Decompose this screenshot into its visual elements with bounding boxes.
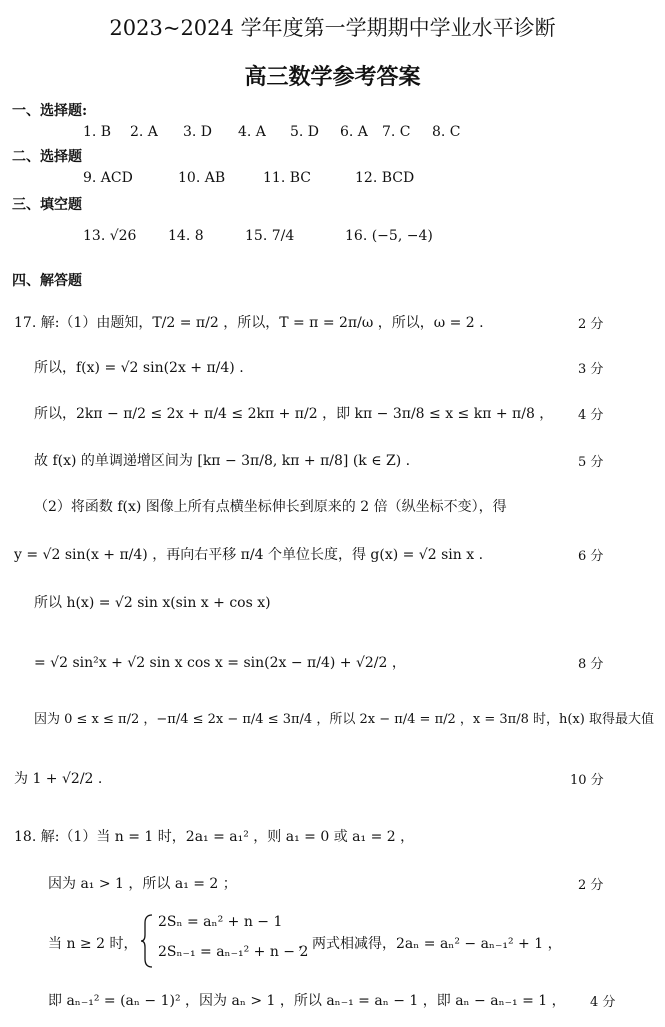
q17-line-5: （2）将函数 f(x) 图像上所有点横坐标伸长到原来的 2 倍（纵坐标不变），得 xyxy=(34,499,507,515)
score-mark: 10 分 xyxy=(570,773,604,788)
answer-item: 9. ACD xyxy=(83,170,133,186)
q18-line-3-suffix: ，两式相减得，2aₙ = aₙ² − aₙ₋₁² + 1 ， xyxy=(298,936,562,952)
q17-line-8: = √2 sin²x + √2 sin x cos x = sin(2x − π/4) + √2/2 ， xyxy=(34,655,406,671)
answer-item: 1. B xyxy=(83,124,112,140)
section-multi-choice-heading: 二、选择题 xyxy=(12,149,82,165)
answer-item: 3. D xyxy=(183,124,213,140)
answer-item: 7. C xyxy=(382,124,411,140)
section-fill-heading: 三、填空题 xyxy=(12,197,82,213)
section-solution-heading: 四、解答题 xyxy=(12,273,82,289)
q17-line-1: 17. 解:（1）由题知，T/2 = π/2 ，所以，T = π = 2π/ω ，所以，ω = 2 . xyxy=(14,315,484,331)
q18-line-3-prefix: 当 n ≥ 2 时， xyxy=(48,936,138,952)
system-eq-1: 2Sₙ = aₙ² + n − 1 xyxy=(158,914,283,930)
answer-item: 8. C xyxy=(432,124,461,140)
answer-item: 16. (−5, −4) xyxy=(345,228,433,244)
score-mark: 4 分 xyxy=(578,408,604,423)
score-mark: 8 分 xyxy=(578,657,604,672)
answer-item: 15. 7/4 xyxy=(245,228,295,244)
q18-line-4: 即 aₙ₋₁² = (aₙ − 1)² ，因为 aₙ > 1 ，所以 aₙ₋₁ = aₙ − 1 ，即 aₙ − aₙ₋₁ = 1 ， xyxy=(48,993,566,1009)
answer-item: 14. 8 xyxy=(168,228,204,244)
answer-item: 11. BC xyxy=(263,170,311,186)
answer-item: 10. AB xyxy=(178,170,226,186)
page-title: 2023~2024 学年度第一学期期中学业水平诊断 xyxy=(109,16,556,40)
section-choice-heading: 一、选择题: xyxy=(12,103,88,119)
score-mark: 6 分 xyxy=(578,549,604,564)
system-brace xyxy=(140,913,154,969)
q17-line-7: 所以 h(x) = √2 sin x(sin x + cos x) xyxy=(34,595,271,611)
score-mark: 4 分 xyxy=(590,995,616,1010)
answer-item: 13. √26 xyxy=(83,228,137,244)
score-mark: 5 分 xyxy=(578,455,604,470)
score-mark: 2 分 xyxy=(578,878,604,893)
score-mark: 3 分 xyxy=(578,362,604,377)
page-subtitle: 高三数学参考答案 xyxy=(244,64,421,90)
q17-line-4: 故 f(x) 的单调递增区间为 [kπ − 3π/8, kπ + π/8] (k ∈ Z) . xyxy=(34,453,411,469)
q17-line-6: y = √2 sin(x + π/4) ，再向右平移 π/4 个单位长度，得 g(x) = √2 sin x . xyxy=(14,547,484,563)
q17-line-9: 因为 0 ≤ x ≤ π/2 ，−π/4 ≤ 2x − π/4 ≤ 3π/4 ，所以 2x − π/4 = π/2 ，x = 3π/8 时，h(x) 取得最大值 xyxy=(34,712,654,727)
q17-line-3: 所以，2kπ − π/2 ≤ 2x + π/4 ≤ 2kπ + π/2 ，即 kπ − 3π/8 ≤ x ≤ kπ + π/8 ， xyxy=(34,406,554,422)
answer-item: 12. BCD xyxy=(355,170,415,186)
score-mark: 2 分 xyxy=(578,317,604,332)
q18-line-2: 因为 a₁ > 1 ，所以 a₁ = 2 ； xyxy=(48,876,237,892)
q17-line-10: 为 1 + √2/2 . xyxy=(14,771,103,787)
q18-line-1: 18. 解:（1）当 n = 1 时，2a₁ = a₁² ，则 a₁ = 0 或 a₁ = 2 ， xyxy=(14,829,415,845)
answer-item: 4. A xyxy=(238,124,266,140)
answer-item: 2. A xyxy=(130,124,158,140)
answer-item: 5. D xyxy=(290,124,320,140)
q17-line-2: 所以，f(x) = √2 sin(2x + π/4) . xyxy=(34,360,244,376)
system-eq-2: 2Sₙ₋₁ = aₙ₋₁² + n − 2 xyxy=(158,944,309,960)
answer-item: 6. A xyxy=(340,124,368,140)
